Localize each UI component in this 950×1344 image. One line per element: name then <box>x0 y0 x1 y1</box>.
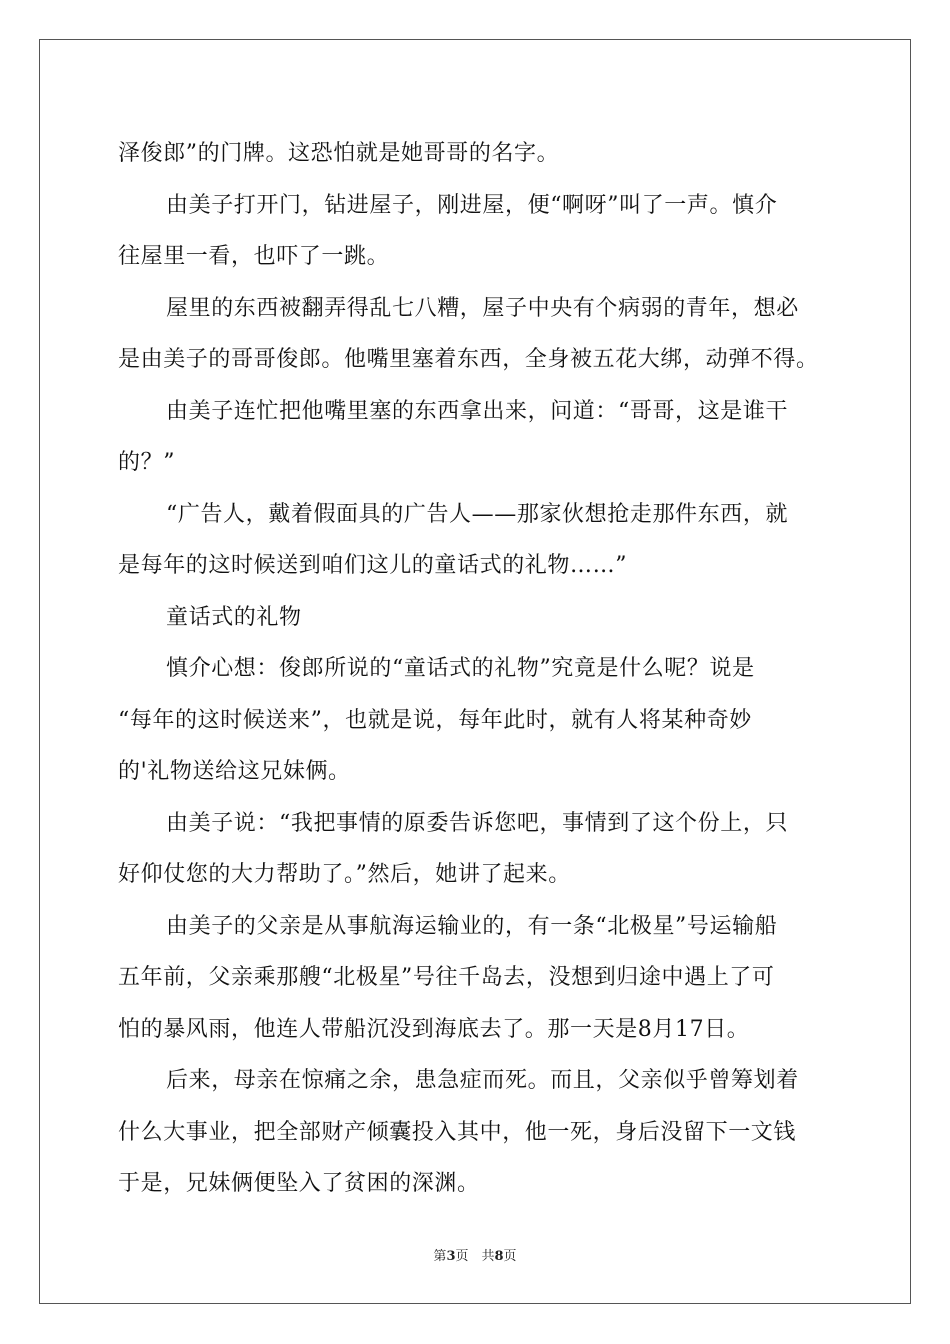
text-line: 往屋里一看，也吓了一跳。 <box>118 244 390 269</box>
page-number-footer <box>0 1245 950 1264</box>
text-line: 五年前，父亲乘那艘“北极星”号往千岛去，没想到归途中遇上了可 <box>118 965 775 990</box>
footer-mid: 页 共 <box>455 1249 495 1264</box>
text-line: 由美子打开门，钻进屋子，刚进屋，便“啊呀”叫了一声。慎介 <box>166 192 778 218</box>
text-line: 由美子的父亲是从事航海运输业的，有一条“北极星”号运输船 <box>166 913 778 939</box>
text-line: 的'礼物送给这兄妹俩。 <box>118 759 351 784</box>
text-line: 什么大事业，把全部财产倾囊投入其中，他一死，身后没留下一文钱 <box>118 1119 797 1145</box>
text-line: “广告人，戴着假面具的广告人——那家伙想抢走那件东西，就 <box>166 501 789 527</box>
text-line: 泽俊郎”的门牌。这恐怕就是她哥哥的名字。 <box>118 141 560 166</box>
text-line: 好仰仗您的大力帮助了。”然后，她讲了起来。 <box>118 862 571 887</box>
text-line: “每年的这时候送来”，也就是说，每年此时，就有人将某种奇妙 <box>118 707 752 733</box>
text-line: 由美子说：“我把事情的原委告诉您吧，事情到了这个份上，只 <box>166 810 789 836</box>
text-line: 的？” <box>118 450 176 475</box>
text-line: 慎介心想：俊郎所说的“童话式的礼物”究竟是什么呢？说是 <box>166 656 755 681</box>
current-page-number: 3 <box>446 1249 456 1264</box>
text-line: 于是，兄妹俩便坠入了贫困的深渊。 <box>118 1171 480 1196</box>
text-line: 屋里的东西被翻弄得乱七八糟，屋子中央有个病弱的青年，想必 <box>166 295 799 321</box>
footer-suffix: 页 <box>503 1249 517 1264</box>
footer-prefix: 第 <box>433 1249 447 1264</box>
section-heading: 童话式的礼物 <box>166 604 302 630</box>
text-line: 是每年的这时候送到咱们这儿的童话式的礼物……” <box>118 553 628 578</box>
total-page-number: 8 <box>494 1249 504 1264</box>
text-line: 后来，母亲在惊痛之余，患急症而死。而且，父亲似乎曾筹划着 <box>166 1068 799 1093</box>
text-line: 由美子连忙把他嘴里塞的东西拿出来，问道：“哥哥，这是谁干 <box>166 398 789 424</box>
text-line: 是由美子的哥哥俊郎。他嘴里塞着东西，全身被五花大绑，动弹不得。 <box>118 347 819 372</box>
text-line: 怕的暴风雨，他连人带船沉没到海底去了。那一天是8月17日。 <box>118 1016 750 1042</box>
body-text <box>118 128 838 1210</box>
